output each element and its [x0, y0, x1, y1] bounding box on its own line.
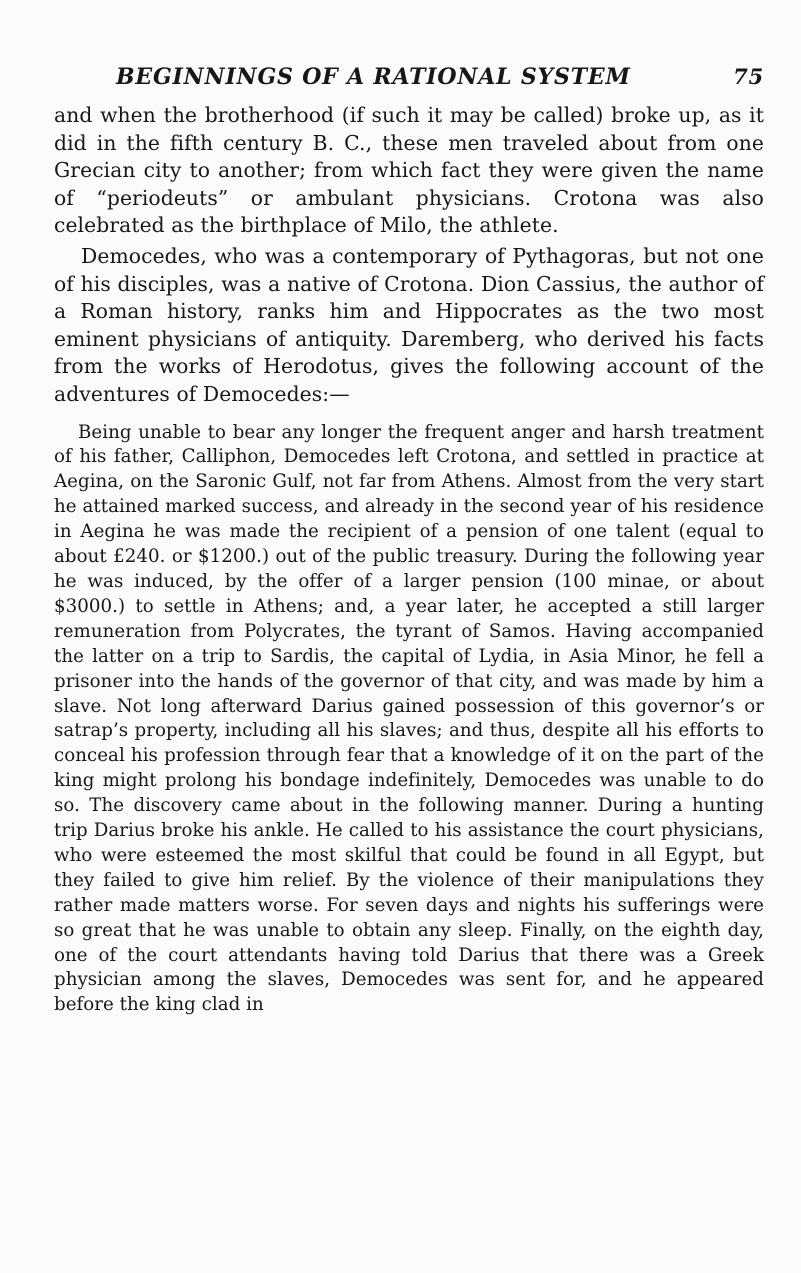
- paragraph-continuation: and when the brotherhood (if such it may be called) broke up, as it did in the fifth century B. C., these men traveled about from one Grecian city to another; from which fact they were given the name of “periodeuts” or ambulant physicians. Crotona was also celebrated as the birthplace of Milo, the athlete.: [54, 103, 764, 238]
- book-page: [54, 64, 764, 1018]
- paragraph-democedes: Democedes, who was a contemporary of Pythagoras, but not one of his disciples, was a native of Crotona. Dion Cassius, the author of a Roman history, ranks him and Hippocrates as the two most eminent physicians of antiquity. Daremberg, who derived his facts from the works of Herodotus, gives the following account of the adventures of Democedes:—: [54, 243, 764, 406]
- block-quote: Being unable to bear any longer the frequent anger and harsh treatment of his father, Calliphon, Democedes left Crotona, and settled in practice at Aegina, on the Saronic Gulf, not far from Athens. Almost from the very start he attained marked success, and already in the second year of his residence in Aegina he was made the recipient of a pension of one talent (equal to about £240. or $1200.) out of the public treasury. During the following year he was induced, by the offer of a larger pension (100 minae, or about $3000.) to settle in Athens; and, a year later, he accepted a still larger remuneration from Polycrates, the tyrant of Samos. Having accompanied the latter on a trip to Sardis, the capital of Lydia, in Asia Minor, he fell a prisoner into the hands of the governor of that city, and was made by him a slave. Not long afterward Darius gained possession of this governor’s or satrap’s property, including all his slaves; and thus, despite all his efforts to conceal his profession through fear that a knowledge of it on the part of the king might prolong his bondage indefinitely, Democedes was unable to do so. The discovery came about in the following manner. During a hunting trip Darius broke his ankle. He called to his assistance the court physicians, who were esteemed the most skilful that could be found in all Egypt, but they failed to give him relief. By the violence of their manipulations they rather made matters worse. For seven days and nights his sufferings were so great that he was unable to obtain any sleep. Finally, on the eighth day, one of the court attendants having told Darius that there was a Greek physician among the slaves, Democedes was sent for, and he appeared before the king clad in: [54, 421, 764, 1016]
- chapter-title: BEGINNINGS OF A RATIONAL SYSTEM: [116, 64, 631, 90]
- page-number: 75: [733, 64, 764, 89]
- running-head: [116, 64, 764, 90]
